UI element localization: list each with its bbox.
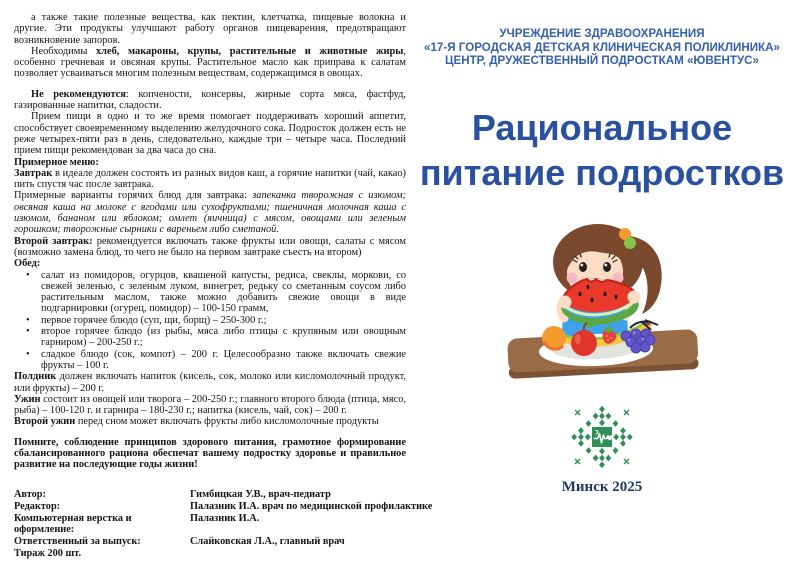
paragraph-meal-time: Прием пищи в одно и то же время помогает поддерживать хороший аппетит, способствует своевременному выделению желудочного сока. Подросток должен есть не реже четырех-пяти раз в день, следовательно, каждые три – четыре часа. Последний прием пищи рекомендован за два часа до сна.	[14, 111, 406, 157]
lunch-item-text: салат из помидоров, огурцов, квашеной капусты, редиса, свеклы, моркови, со свежей зеленью, с зеленым луком, винегрет, редьку со сметанным соусом либо растительным маслом, также можно добавить свежие овощи в виде подгарнировки (огурец, помидор) – 100-150 грамм,	[41, 269, 406, 315]
lunch-list	[14, 270, 406, 372]
text-run-bold: Полдник	[14, 371, 57, 383]
text-run: рекомендуется включать также фрукты или овощи, салаты с мясом (возможно замена блюд, то чего не было на первом завтраке съесть на втором)	[14, 235, 406, 258]
text-run: в идеале должен состоять из разных видов каш, а горячие напитки (чай, какао) пить спустя час после завтрака.	[14, 167, 406, 191]
org-line: «17-Я ГОРОДСКАЯ ДЕТСКАЯ КЛИНИЧЕСКАЯ ПОЛИКЛИНИКА»	[424, 40, 780, 54]
credit-value: Слайковская Л.А., главный врач	[190, 536, 345, 548]
credit-label: Ответственный за выпуск:	[14, 536, 141, 548]
bullet-icon: •	[26, 348, 30, 360]
text-run-bold: Завтрак	[14, 167, 53, 179]
page-title	[404, 105, 800, 195]
footer-city-year: Минск 2025	[561, 479, 643, 495]
paragraph-snack	[14, 371, 406, 394]
text-run: перед сном может включать фрукты либо кисломолочные продукты	[75, 416, 379, 428]
text-run-italic: запеканка творожная с изюмом; овсяная каша на молоке с ягодами или сухофруктами; пшеничная молочная каша с изюмом, бананом или яблоком; омлет (яичница) с мясом, овощами или зеленым горошком; творожные сырники с вареньем либо сметаной.	[14, 190, 406, 236]
paragraph-fiber: а также такие полезные вещества, как пектин, клетчатка, пищевые волокна и другие. Эти продукты улучшают работу органов пищеварения, предотвращают возникновение запоров.	[14, 12, 406, 46]
bullet-icon: •	[26, 314, 30, 326]
paragraph-necessary	[14, 46, 406, 80]
bullet-icon: •	[26, 269, 30, 281]
title-line: питание подростков	[419, 152, 785, 193]
credit-label: Автор:	[14, 489, 46, 500]
credit-label: Компьютерная верстка и оформление:	[14, 512, 132, 536]
text-run-bold: хлеб, макароны, крупы, растительные и животные жиры	[95, 45, 404, 57]
paragraph-breakfast	[14, 168, 406, 191]
paragraph-second-breakfast	[14, 236, 406, 259]
paragraph-second-dinner	[14, 416, 406, 427]
lunch-item	[26, 315, 406, 326]
text-run: состоит из овощей или творога – 200-250 г.; главного второго блюда (птица, мясо, рыба) – 100-120 г. и гарнира – 180-230 г.; напитка (кисель, чай, сок) – 200 г.	[14, 393, 406, 417]
text-run-bold: Не рекомендуются	[31, 88, 126, 100]
lunch-item	[26, 270, 406, 315]
paragraph-dinner	[14, 394, 406, 417]
text-run: , особенно гречневая и овсяная крупы. Растительное масло как приправа к салатам позволяет усваиваться многим полезным веществам, содержащимся в овощах.	[14, 45, 406, 80]
paragraph-not-recommended	[14, 89, 406, 112]
text-run: : копчености, консервы, жирные сорта мяса, фастфуд, газированные напитки, сладости.	[14, 88, 406, 112]
text-run-bold: Ужин	[14, 393, 41, 405]
text-run-bold: Второй завтрак:	[14, 235, 93, 247]
title-line: Рациональное	[471, 107, 733, 148]
lunch-heading: Обед:	[14, 258, 41, 270]
credit-label: Редактор:	[14, 500, 61, 512]
bullet-icon: •	[26, 326, 30, 338]
lunch-item	[26, 326, 406, 349]
credit-value: Палазник И.А. врач по медицинской профилактике	[190, 500, 433, 512]
credit-label: Тираж 200 шт.	[14, 547, 82, 559]
right-page	[404, 0, 800, 566]
lunch-item-text: второе горячее блюдо (из рыбы, мяса либо птицы с крупяным или овощным гарниром) – 200-250 г.;	[41, 326, 406, 349]
organization-header	[404, 27, 800, 68]
left-page	[14, 12, 406, 471]
org-line: ЦЕНТР, ДРУЖЕСТВЕННЫЙ ПОДРОСТКАМ «ЮВЕНТУС»	[445, 54, 759, 68]
paragraph-breakfast-variants	[14, 190, 406, 235]
text-run: должен включать напиток (кисель, сок, молоко или кисломолочный продукт, или фрукты) – 200 г.	[14, 371, 406, 394]
orange-fruit	[542, 326, 566, 350]
menu-heading: Примерное меню:	[14, 156, 99, 168]
reminder-paragraph: Помните, соблюдение принципов здорового питания, грамотное формирование сбалансированного рациона обеспечат вашему подростку здоровье и правильное развитие на последующие годы жизни!	[14, 436, 406, 471]
text-run: Примерные варианты горячих блюд для завтрака:	[14, 190, 253, 202]
lunch-item-text: первое горячее блюдо (суп, щи, борщ) – 250-300 г.;	[41, 314, 267, 326]
lunch-item-text: сладкое блюдо (сок, компот) – 200 г. Целесообразно также включать свежие фрукты – 100 г.	[41, 348, 406, 371]
text-run: Необходимы	[31, 45, 96, 57]
juventus-health-ornament-logo-icon	[571, 406, 633, 468]
credit-value: Гимбицкая У.В., врач-педиатр	[190, 489, 331, 500]
lunch-item	[26, 349, 406, 372]
text-run-bold: Второй ужин	[14, 416, 76, 428]
credit-value: Палазник И.А.	[190, 512, 260, 524]
org-line: УЧРЕЖДЕНИЕ ЗДРАВООХРАНЕНИЯ	[499, 27, 705, 40]
girl-eating-watermelon-illustration	[492, 210, 712, 385]
